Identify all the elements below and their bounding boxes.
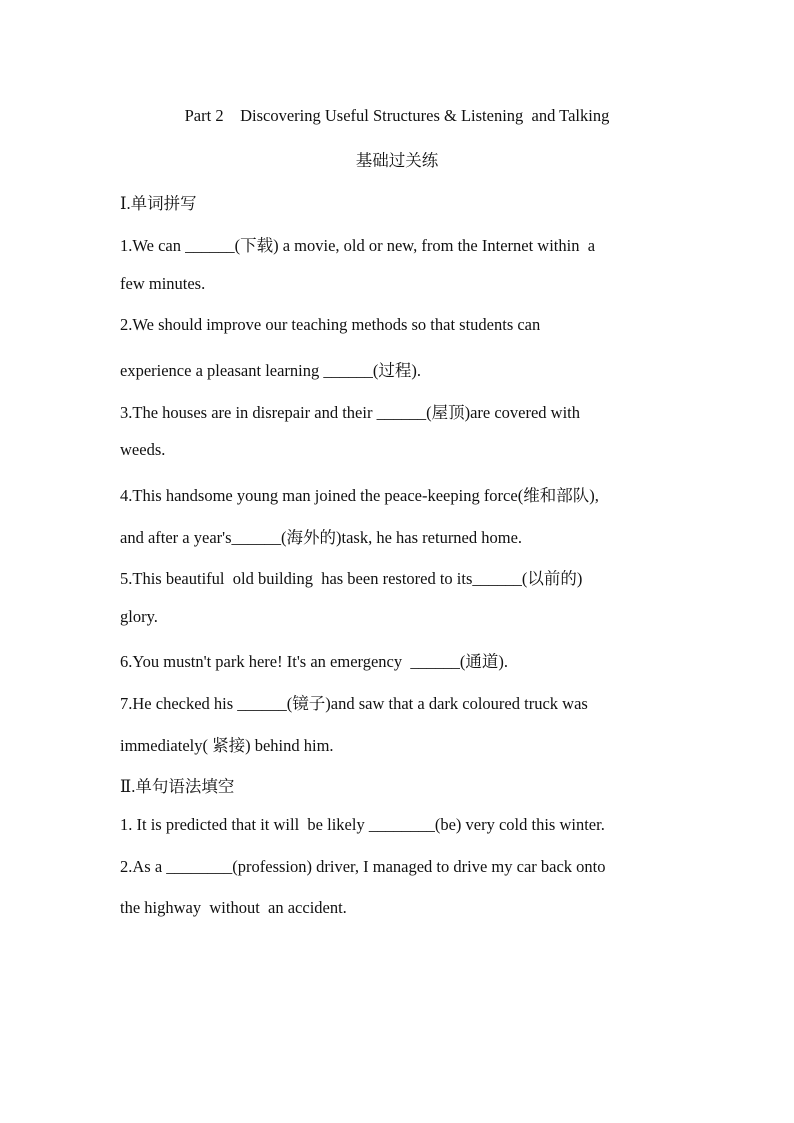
question-line: few minutes.: [120, 274, 206, 293]
section-heading-grammar: Ⅱ.单句语法填空: [120, 777, 235, 796]
question-line: weeds.: [120, 440, 166, 459]
question-line: 2.As a ________(profession) driver, I managed to drive my car back onto: [120, 857, 606, 876]
page-subtitle: 基础过关练: [355, 151, 439, 170]
question-line: experience a pleasant learning ______(过程).: [120, 361, 422, 380]
question-line: 4.This handsome young man joined the peace-keeping force(维和部队),: [120, 486, 599, 505]
question-line: 3.The houses are in disrepair and their ______(屋顶)are covered with: [120, 403, 581, 422]
question-line: the highway without an accident.: [120, 898, 347, 917]
section-heading-vocabulary: Ⅰ.单词拼写: [120, 194, 197, 213]
question-line: glory.: [120, 607, 158, 626]
question-line: 2.We should improve our teaching methods so that students can: [120, 315, 541, 334]
question-line: immediately( 紧接) behind him.: [120, 736, 334, 755]
question-line: 1. It is predicted that it will be likely ________(be) very cold this winter.: [120, 815, 605, 834]
page-title: Part 2 Discovering Useful Structures & Listening and Talking: [184, 106, 610, 125]
question-line: 1.We can ______(下载) a movie, old or new, from the Internet within a: [120, 236, 596, 255]
question-line: 7.He checked his ______(镜子)and saw that a dark coloured truck was: [120, 694, 588, 713]
question-line: 6.You mustn't park here! It's an emergency ______(通道).: [120, 652, 508, 671]
question-line: 5.This beautiful old building has been restored to its______(以前的): [120, 569, 583, 588]
question-line: and after a year's______(海外的)task, he has returned home.: [120, 528, 523, 547]
